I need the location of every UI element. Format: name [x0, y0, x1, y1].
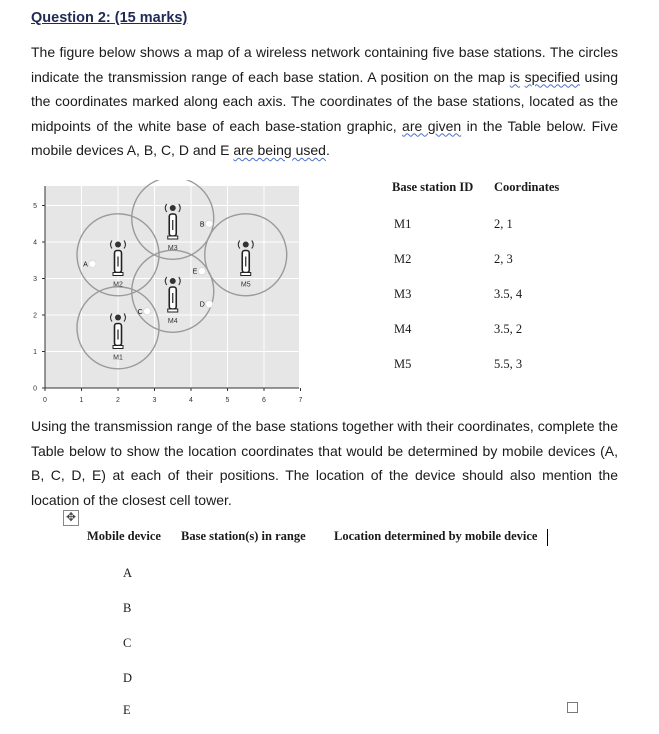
- device-label: C: [137, 308, 143, 316]
- mobile-row-label: E: [123, 703, 131, 717]
- network-map-figure: [20, 180, 320, 410]
- station-label: M5: [240, 281, 251, 289]
- x-tick-label: 2: [116, 397, 120, 404]
- y-tick-label: 0: [33, 385, 37, 393]
- instructions-paragraph: Using the transmission range of the base stations together with their coordinates, complete the Table below to show the location coordinates that would be determined by mobile devices (A, B, C, D, E) at each of their positions. The location of the device should also mention the location of the closest cell tower.: [31, 418, 618, 508]
- station-label: M1: [113, 354, 123, 362]
- intro-text-3: using the coordinates marked along each axis. The coordinates of the base stations, located as the midpoints of the white base of each base-station graphic,: [31, 68, 619, 134]
- bs-row-id: M2: [394, 252, 412, 266]
- device-label: A: [83, 261, 88, 269]
- intro-text-5: .: [325, 142, 330, 158]
- x-tick-label: 4: [189, 397, 193, 404]
- bs-header-id: Base station ID: [392, 180, 474, 194]
- mobile-device-marker: [198, 268, 205, 275]
- mobile-device-marker: [206, 300, 213, 307]
- grammar-flag-are-given[interactable]: are given: [402, 117, 462, 134]
- x-tick-label: 1: [79, 397, 84, 404]
- tower-base: [113, 346, 123, 349]
- device-label: D: [199, 301, 205, 309]
- move-cross-icon: ✥: [65, 510, 77, 524]
- mobile-row-label: B: [123, 601, 132, 615]
- bs-row-coords: 3.5, 2: [494, 322, 523, 336]
- bs-row-id: M4: [394, 322, 412, 336]
- intro-text-4: in the Table below. Five mobile devices A, B, C, D and E: [31, 117, 619, 158]
- x-tick-label: 0: [43, 397, 47, 404]
- bs-row-id: M3: [394, 287, 412, 301]
- y-tick-label: 4: [33, 239, 37, 247]
- grammar-flag-is[interactable]: is: [509, 68, 520, 85]
- antenna-icon: [115, 315, 121, 321]
- mobile-row-label: D: [123, 671, 133, 685]
- antenna-icon: [243, 242, 249, 248]
- station-label: M3: [167, 245, 178, 252]
- bs-row-coords: 5.5, 3: [494, 357, 523, 371]
- mobile-device-marker: [144, 308, 151, 315]
- y-tick-label: 2: [33, 312, 37, 320]
- mobile-header-base-stations: Base station(s) in range: [181, 529, 306, 543]
- y-tick-label: 3: [33, 276, 37, 283]
- intro-paragraph: [31, 40, 618, 163]
- question-title: Question 2: (15 marks): [31, 10, 188, 26]
- antenna-icon: [170, 278, 176, 284]
- bs-row-coords: 2, 3: [494, 252, 513, 266]
- grammar-flag-specified[interactable]: specified: [524, 68, 580, 85]
- antenna-icon: [115, 242, 121, 248]
- tower-base: [168, 309, 178, 312]
- grammar-flag-are-being-used[interactable]: are being used: [233, 142, 326, 158]
- bs-row-coords: 3.5, 4: [494, 287, 523, 301]
- y-tick-label: 5: [33, 203, 37, 210]
- mobile-header-device: Mobile device: [87, 529, 161, 543]
- bs-row-coords: 2, 1: [494, 217, 513, 231]
- mobile-device-marker: [206, 220, 213, 227]
- y-tick-label: 1: [33, 349, 37, 356]
- bs-row-id: M1: [394, 217, 412, 231]
- station-label: M2: [113, 281, 123, 289]
- bs-row-id: M5: [394, 357, 412, 371]
- mobile-header-location: Location determined by mobile device: [334, 529, 538, 543]
- device-label: E: [192, 268, 198, 276]
- end-of-cell-marker: [567, 702, 578, 713]
- tower-base: [241, 273, 251, 276]
- table-move-handle[interactable]: [63, 510, 79, 526]
- x-tick-label: 6: [262, 397, 266, 404]
- tower-base: [113, 273, 123, 276]
- station-label: M4: [167, 318, 178, 325]
- mobile-row-label: A: [123, 566, 133, 580]
- antenna-icon: [170, 205, 176, 211]
- x-tick-label: 3: [152, 397, 157, 404]
- mobile-row-label: C: [123, 636, 132, 650]
- x-tick-label: 7: [298, 397, 303, 404]
- x-tick-label: 5: [225, 397, 230, 404]
- intro-text-1: The figure below shows a map of a wireless network containing five base stations. The circles indicate the transmission range of each base station. A position on the map: [31, 44, 618, 85]
- mobile-device-marker: [89, 260, 96, 267]
- bs-header-coordinates: Coordinates: [494, 180, 560, 194]
- tower-base: [168, 236, 178, 239]
- text-cursor: [547, 529, 548, 546]
- device-label: B: [199, 221, 205, 229]
